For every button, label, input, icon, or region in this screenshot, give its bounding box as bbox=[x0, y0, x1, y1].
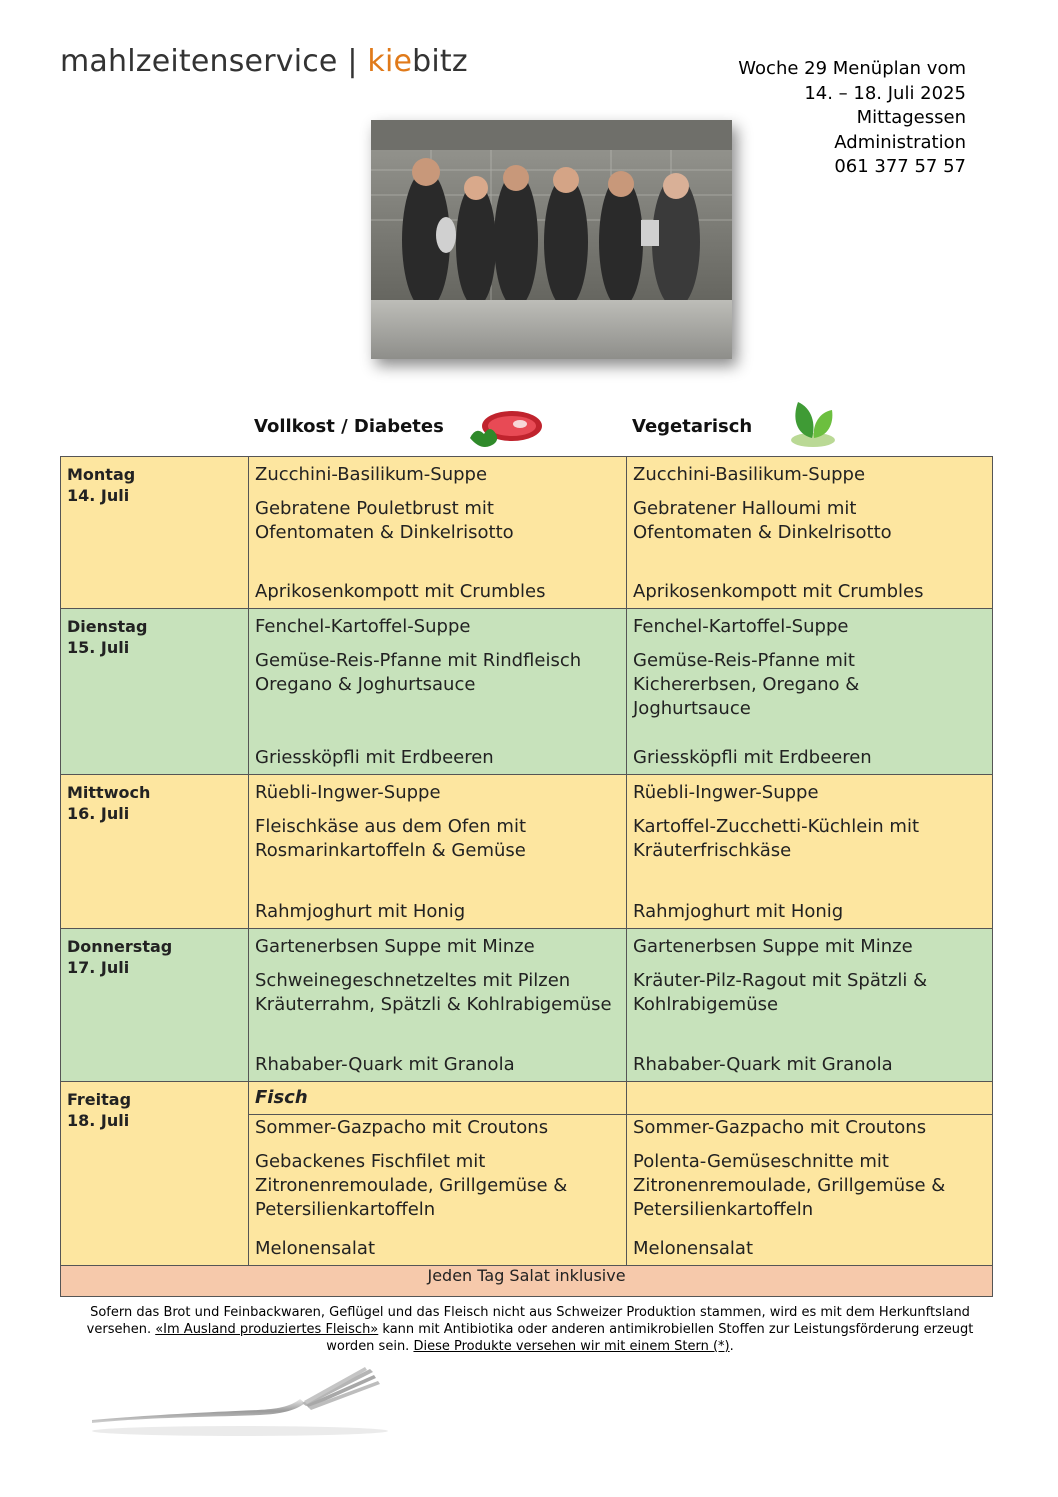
main-course: Kartoffel-Zucchetti-Küchlein mit Kräuterfrischkäse bbox=[633, 816, 920, 861]
table-row-tuesday bbox=[61, 609, 993, 775]
day-name: Dienstag bbox=[67, 617, 148, 636]
fork-icon bbox=[90, 1365, 390, 1444]
week-title: Woche 29 Menüplan vom bbox=[738, 58, 966, 79]
dessert: Rahmjoghurt mit Honig bbox=[255, 901, 466, 922]
main-course: Gebackenes Fischfilet mit Zitronenremoulade, Grillgemüse & Petersilienkartoffeln bbox=[255, 1151, 568, 1220]
dessert: Rhababer-Quark mit Granola bbox=[633, 1054, 893, 1075]
header-info bbox=[738, 57, 966, 180]
soup: Fenchel-Kartoffel-Suppe bbox=[255, 616, 471, 637]
footnote bbox=[70, 1304, 990, 1355]
day-name: Freitag bbox=[67, 1090, 132, 1109]
meal-cell-vollkost bbox=[249, 775, 627, 929]
brand-accent-text: kie bbox=[367, 44, 413, 79]
footnote-text: kann mit Antibiotika oder anderen antimikrobiellen Stoffen zur Leistungsförderung erzeugt worden sein. bbox=[326, 1322, 974, 1354]
soup: Sommer-Gazpacho mit Croutons bbox=[255, 1117, 549, 1138]
main-course: Fleischkäse aus dem Ofen mit Rosmarinkartoffeln & Gemüse bbox=[255, 816, 527, 861]
main-course: Kräuter-Pilz-Ragout mit Spätzli & Kohlrabigemüse bbox=[633, 970, 928, 1015]
day-name: Donnerstag bbox=[67, 937, 173, 956]
meal-cell-vegetarisch bbox=[627, 609, 993, 775]
meal-cell-vegetarisch bbox=[627, 1115, 993, 1266]
footnote-link-star: Diese Produkte versehen wir mit einem Stern (*) bbox=[413, 1339, 730, 1354]
table-row-thursday bbox=[61, 929, 993, 1082]
soup: Gartenerbsen Suppe mit Minze bbox=[633, 936, 913, 957]
dessert: Rahmjoghurt mit Honig bbox=[633, 901, 844, 922]
main-course: Polenta-Gemüseschnitte mit Zitronenremoulade, Grillgemüse & Petersilienkartoffeln bbox=[633, 1151, 946, 1220]
brand-text-end: bitz bbox=[412, 44, 468, 79]
fisch-tag-cell bbox=[249, 1082, 627, 1115]
footnote-text: . bbox=[729, 1339, 734, 1354]
soup: Rüebli-Ingwer-Suppe bbox=[633, 782, 819, 803]
meal-cell-vollkost bbox=[249, 457, 627, 609]
soup: Fenchel-Kartoffel-Suppe bbox=[633, 616, 849, 637]
dessert: Melonensalat bbox=[633, 1238, 754, 1259]
date-range: 14. – 18. Juli 2025 bbox=[804, 82, 966, 104]
meat-icon bbox=[462, 408, 546, 454]
empty-cell bbox=[627, 1082, 993, 1115]
soup: Sommer-Gazpacho mit Croutons bbox=[633, 1117, 927, 1138]
dessert: Aprikosenkompott mit Crumbles bbox=[255, 581, 546, 602]
brand-logo bbox=[60, 44, 468, 79]
day-name: Mittwoch bbox=[67, 783, 151, 802]
day-cell bbox=[61, 609, 249, 775]
table-row-monday bbox=[61, 457, 993, 609]
fisch-tag: Fisch bbox=[255, 1087, 308, 1108]
team-photo bbox=[371, 120, 732, 359]
main-course: Schweinegeschnetzeltes mit Pilzen Kräuterrahm, Spätzli & Kohlrabigemüse bbox=[255, 970, 612, 1015]
dessert: Griessköpfli mit Erdbeeren bbox=[255, 747, 494, 768]
meal-cell-vollkost bbox=[249, 929, 627, 1082]
phone-number: 061 377 57 57 bbox=[834, 156, 966, 177]
column-title-vollkost: Vollkost / Diabetes bbox=[254, 416, 444, 437]
main-course: Gemüse-Reis-Pfanne mit Kichererbsen, Oregano & Joghurtsauce bbox=[633, 650, 860, 719]
meal-cell-vollkost bbox=[249, 609, 627, 775]
table-row-salad bbox=[61, 1266, 993, 1297]
main-course: Gebratene Pouletbrust mit Ofentomaten & Dinkelrisotto bbox=[255, 498, 514, 543]
meal-type: Mittagessen bbox=[856, 107, 966, 128]
day-date: 16. Juli bbox=[67, 804, 130, 823]
day-cell bbox=[61, 775, 249, 929]
footnote-text: Sofern das Brot und Feinbackwaren, Geflügel und das Fleisch nicht aus Schweizer Produktion stammen, wird es mit dem Herkunftsland versehen. bbox=[86, 1305, 970, 1337]
meal-cell-vegetarisch bbox=[627, 775, 993, 929]
brand-text: mahlzeitenservice | bbox=[60, 44, 368, 79]
day-date: 15. Juli bbox=[67, 638, 130, 657]
meal-cell-vegetarisch bbox=[627, 929, 993, 1082]
dessert: Griessköpfli mit Erdbeeren bbox=[633, 747, 872, 768]
meal-cell-vegetarisch bbox=[627, 457, 993, 609]
menu-table bbox=[60, 456, 993, 1297]
dessert: Melonensalat bbox=[255, 1238, 376, 1259]
soup: Zucchini-Basilikum-Suppe bbox=[255, 464, 488, 485]
table-row-friday-tag bbox=[61, 1082, 993, 1115]
soup: Zucchini-Basilikum-Suppe bbox=[633, 464, 866, 485]
department: Administration bbox=[834, 131, 966, 153]
day-date: 14. Juli bbox=[67, 486, 130, 505]
column-title-vegetarisch: Vegetarisch bbox=[632, 416, 753, 437]
dessert: Aprikosenkompott mit Crumbles bbox=[633, 581, 924, 602]
table-row-wednesday bbox=[61, 775, 993, 929]
soup: Rüebli-Ingwer-Suppe bbox=[255, 782, 441, 803]
day-date: 18. Juli bbox=[67, 1111, 130, 1130]
day-name: Montag bbox=[67, 465, 136, 484]
main-course: Gemüse-Reis-Pfanne mit Rindfleisch Oregano & Joghurtsauce bbox=[255, 650, 582, 695]
soup: Gartenerbsen Suppe mit Minze bbox=[255, 936, 535, 957]
meal-cell-vollkost bbox=[249, 1115, 627, 1266]
footnote-link-foreign-meat: «Im Ausland produziertes Fleisch» bbox=[155, 1322, 379, 1337]
salad-note: Jeden Tag Salat inklusive bbox=[61, 1266, 993, 1297]
dessert: Rhababer-Quark mit Granola bbox=[255, 1054, 515, 1075]
day-cell bbox=[61, 457, 249, 609]
main-course: Gebratener Halloumi mit Ofentomaten & Dinkelrisotto bbox=[633, 498, 892, 543]
day-date: 17. Juli bbox=[67, 958, 130, 977]
leaf-icon bbox=[786, 398, 840, 454]
day-cell bbox=[61, 929, 249, 1082]
day-cell bbox=[61, 1082, 249, 1266]
